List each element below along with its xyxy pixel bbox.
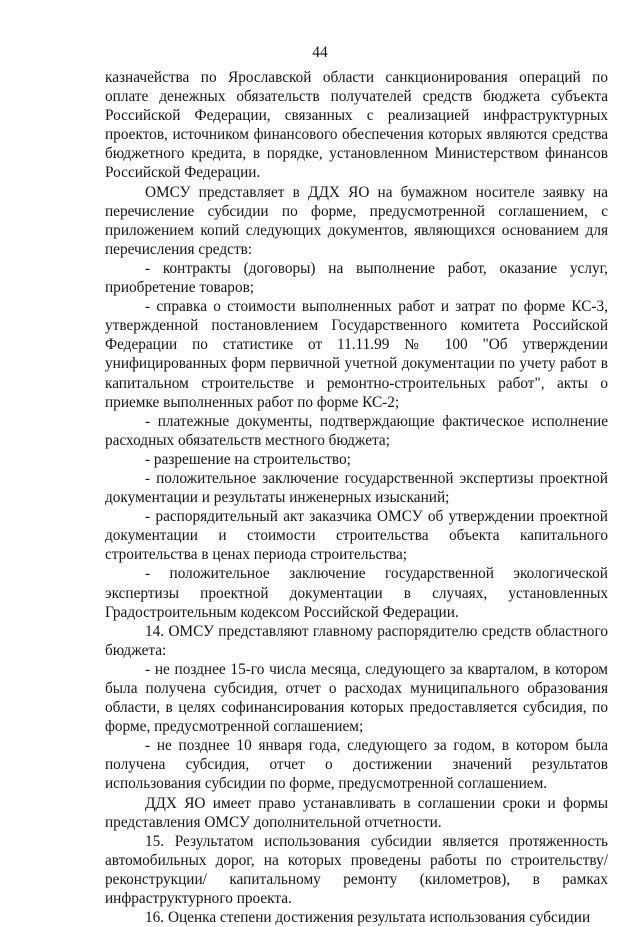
- list-item-construction-permit: - разрешение на строительство;: [145, 450, 351, 468]
- section-14-heading: 14. ОМСУ представляют главному распорядителю средств областного бюджета:: [105, 622, 608, 659]
- section-16: 16. Оценка степени достижения результата использования субсидии: [145, 909, 591, 927]
- list-item-annual-report: - не позднее 10 января года, следующего за годом, в котором была получена субсидия, отчет о достижении значений результатов использования субсидии по форме, предусмотренной соглашением.: [105, 737, 608, 793]
- paragraph-application: ОМСУ представляет в ДДХ ЯО на бумажном носителе заявку на перечисление субсидии по форме, предусмотренной соглашением, с приложением копий следующих документов, являющихся основанием для перечисления средств:: [105, 183, 608, 258]
- paragraph-additional-reporting: ДДХ ЯО имеет право устанавливать в соглашении сроки и формы представления ОМСУ дополнительной отчетности.: [105, 794, 608, 831]
- list-item-customer-act: - распорядительный акт заказчика ОМСУ об утверждении проектной документации и стоимости строительства объекта капитального строительства в ценах периода строительства;: [105, 508, 608, 564]
- page-number: 44: [312, 44, 328, 61]
- paragraph-continuation: казначейства по Ярославской области санкционирования операций по оплате денежных обязательств получателей средств бюджета субъекта Российской Федерации, связанных с реализацией инфраструктурных проектов, источником финансового обеспечения которых являются средства бюджетного кредита, в порядке, установленном Министерством финансов Российской Федерации.: [105, 69, 608, 182]
- list-item-ks3-certificate: - справка о стоимости выполненных работ и затрат по форме КС-3, утвержденной постановлением Государственного комитета Российской Федерации по статистике от 11.11.99 № 100 "Об утверждении унифицированных форм первичной учетной документации по учету работ в капитальном строительстве и ремонтно-строительных работ", акты о приемке выполненных работ по форме КС-2;: [105, 298, 608, 411]
- list-item-contracts: - контракты (договоры) на выполнение работ, оказание услуг, приобретение товаров;: [105, 259, 608, 297]
- document-body: [105, 68, 608, 927]
- section-15: 15. Результатом использования субсидии является протяженность автомобильных дорог, на которых проведены работы по строительству/ реконструкции/ капитальному ремонту (километров), в рамках инфраструктурного проекта.: [105, 832, 608, 908]
- list-item-payment-documents: - платежные документы, подтверждающие фактическое исполнение расходных обязательств местного бюджета;: [105, 412, 608, 449]
- list-item-ecological-expertise: - положительное заключение государственной экологической экспертизы проектной документации в случаях, установленных Градостроительным кодексом Российской Федерации.: [105, 565, 608, 621]
- list-item-quarterly-report: - не позднее 15-го числа месяца, следующего за кварталом, в котором была получена субсидия, отчет о расходах муниципального образования области, в целях софинансирования которых предоставляется субсидия, по форме, предусмотренной соглашением;: [105, 660, 608, 736]
- list-item-state-expertise: - положительное заключение государственной экспертизы проектной документации и результаты инженерных изысканий;: [105, 469, 608, 507]
